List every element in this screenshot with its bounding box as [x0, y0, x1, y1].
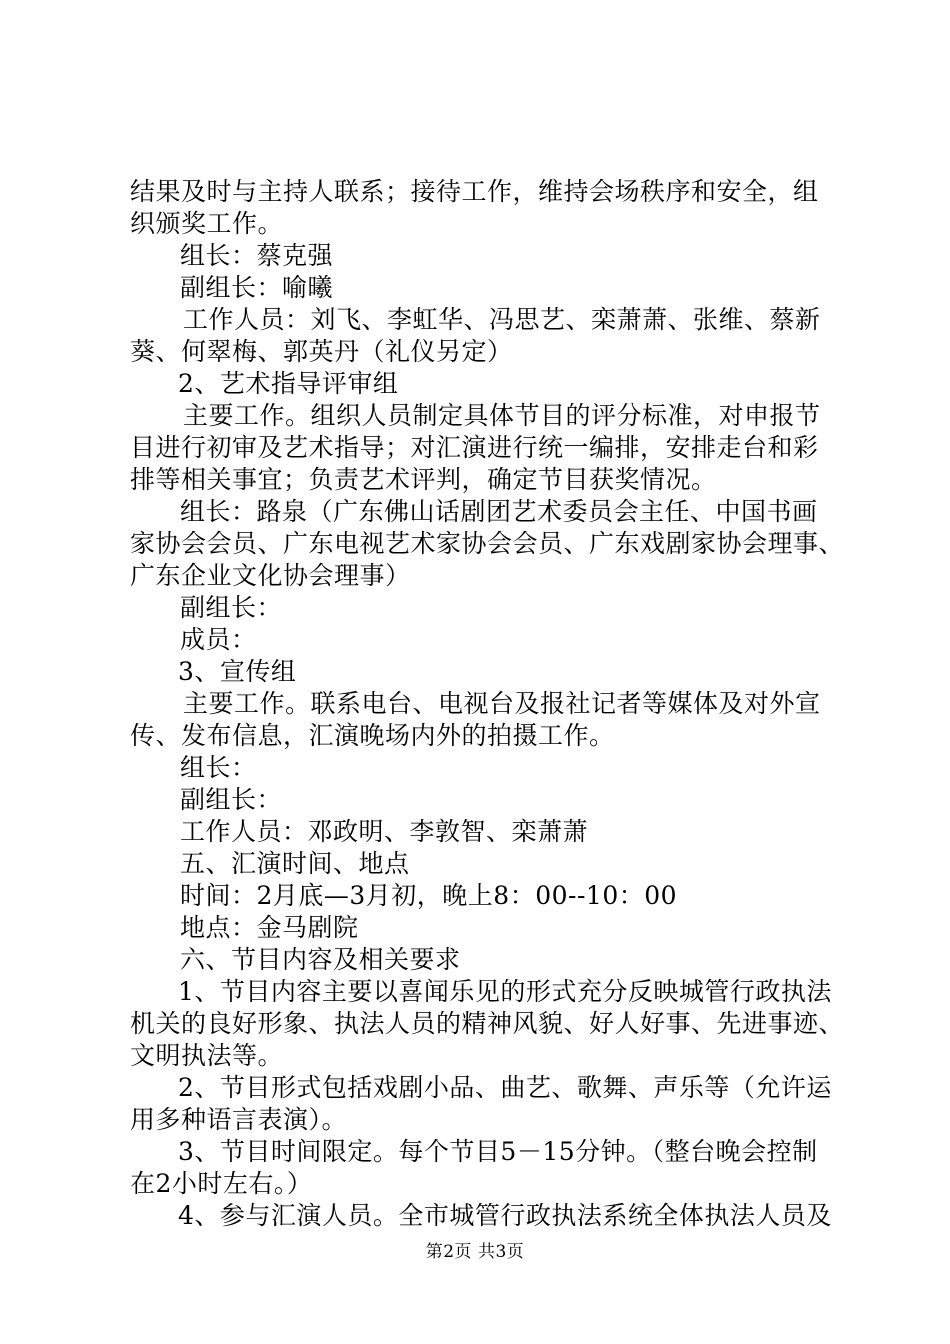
- text-line: 家协会会员、广东电视艺术家协会会员、广东戏剧家协会理事、: [130, 529, 845, 558]
- text-line: 时间：2月底—3月初，晚上8：00--10：00: [180, 881, 678, 910]
- text-line: 2、节目形式包括戏剧小品、曲艺、歌舞、声乐等（允许运: [178, 1073, 832, 1102]
- text-line: 工作人员：刘飞、李虹华、冯思艺、栾萧萧、张维、蔡新: [183, 305, 821, 334]
- text-line: 织颁奖工作。: [130, 209, 284, 238]
- text-line: 主要工作。联系电台、电视台及报社记者等媒体及对外宣: [183, 689, 821, 718]
- text-line: 目进行初审及艺术指导；对汇演进行统一编排，安排走台和彩: [130, 433, 819, 462]
- text-line: 组长：: [180, 753, 257, 782]
- text-line: 组长：蔡克强: [180, 241, 334, 270]
- section-heading: 六、节目内容及相关要求: [180, 945, 461, 974]
- section-heading: 3、宣传组: [178, 657, 297, 686]
- text-line: 副组长：喻曦: [180, 273, 334, 302]
- text-line: 1、节目内容主要以喜闻乐见的形式充分反映城管行政执法: [178, 977, 832, 1006]
- text-line: 副组长：: [180, 593, 283, 622]
- text-line: 主要工作。组织人员制定具体节目的评分标准，对申报节: [183, 401, 821, 430]
- section-heading: 2、艺术指导评审组: [178, 369, 399, 398]
- text-line: 排等相关事宜；负责艺术评判，确定节目获奖情况。: [130, 465, 717, 494]
- text-line: 传、发布信息，汇演晚场内外的拍摄工作。: [130, 721, 615, 750]
- text-line: 葵、何翠梅、郭英丹（礼仪另定）: [130, 337, 513, 366]
- text-line: 4、参与汇演人员。全市城管行政执法系统全体执法人员及: [178, 1201, 832, 1230]
- section-heading: 五、汇演时间、地点: [180, 849, 410, 878]
- text-line: 成员：: [180, 625, 257, 654]
- text-line: 地点：金马剧院: [180, 913, 359, 942]
- text-line: 3、节目时间限定。每个节目5－15分钟。（整台晚会控制: [178, 1137, 818, 1166]
- text-line: 工作人员：邓政明、李敦智、栾萧萧: [180, 817, 589, 846]
- text-line: 结果及时与主持人联系；接待工作，维持会场秩序和安全，组: [130, 177, 819, 206]
- text-line: 在2小时左右。）: [130, 1169, 313, 1198]
- text-line: 用多种语言表演）。: [130, 1105, 348, 1134]
- text-line: 机关的良好形象、执法人员的精神风貌、好人好事、先进事迹、: [130, 1009, 845, 1038]
- text-line: 组长：路泉（广东佛山话剧团艺术委员会主任、中国书画: [180, 497, 818, 526]
- text-line: 文明执法等。: [130, 1041, 284, 1070]
- text-line: 广东企业文化协会理事）: [130, 561, 411, 590]
- text-line: 副组长：: [180, 785, 283, 814]
- page-footer: 第2页 共3页: [425, 1242, 525, 1262]
